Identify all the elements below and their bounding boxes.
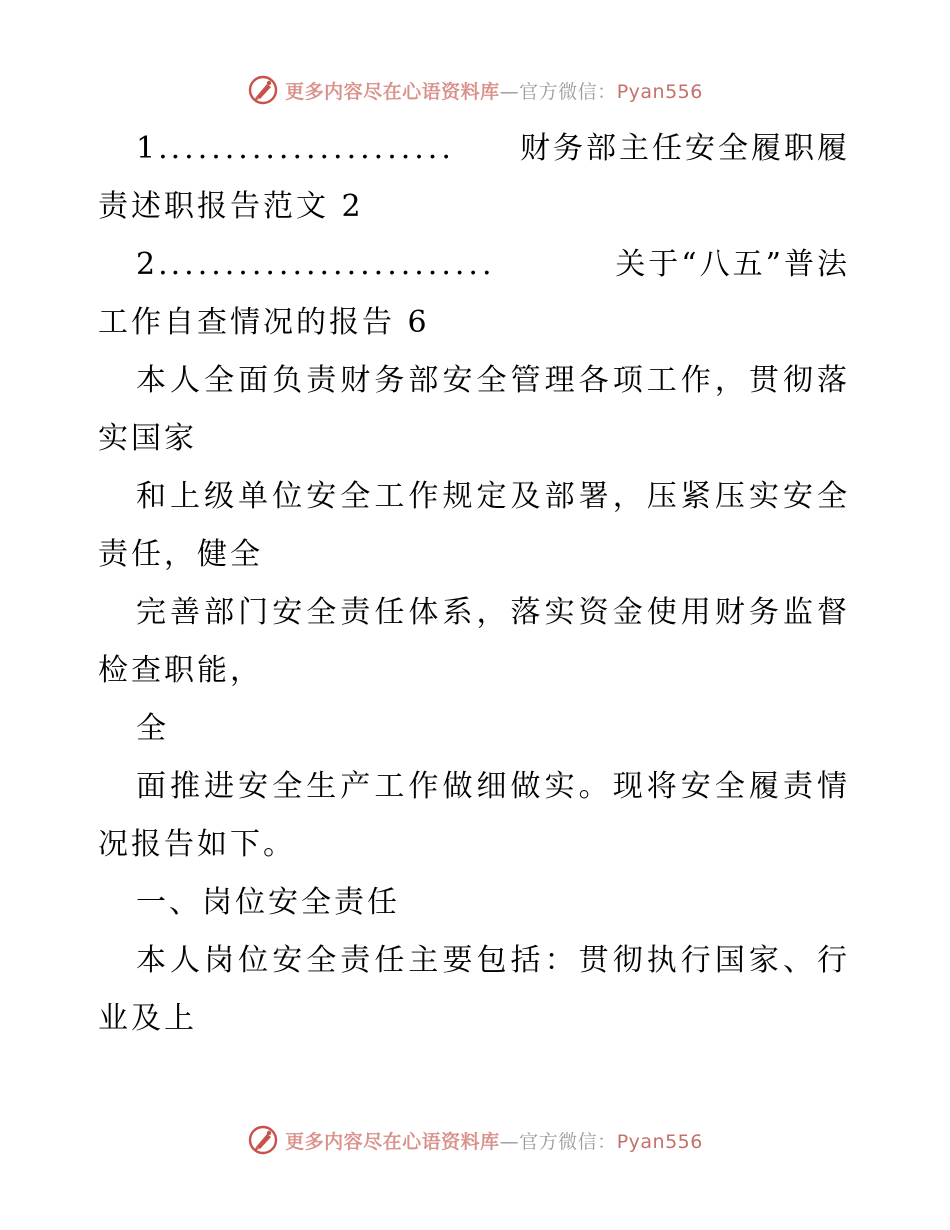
toc-entry-title: 关于“八五”普法: [615, 247, 850, 282]
banner-official-label: 官方微信：: [519, 1130, 617, 1153]
banner-brand: 更多内容尽在心语资料库: [285, 80, 500, 103]
banner-text: [285, 1127, 703, 1154]
paragraph: 本人岗位安全责任主要包括：贯彻执行国家、行业及上: [98, 943, 850, 1036]
paragraph: 完善部门安全责任体系，落实资金使用财务监督检查职能，: [98, 595, 850, 688]
toc-entry-number: 2.: [136, 247, 171, 282]
paragraph: 全: [136, 711, 169, 746]
paragraph: 本人全面负责财务部安全管理各项工作，贯彻落实国家: [98, 363, 850, 456]
toc-entry-1-continued: 责述职报告范文 2: [98, 189, 364, 224]
banner-wechat-id: Pyan556: [616, 1130, 703, 1153]
toc-entry-1[interactable]: [98, 120, 850, 178]
toc-entry-2[interactable]: [98, 236, 850, 294]
paragraph: 面推进安全生产工作做细做实。现将安全履责情况报告如下。: [98, 769, 850, 862]
footer-banner: [0, 1122, 950, 1158]
banner-separator: —: [499, 1130, 520, 1153]
header-banner: [0, 72, 950, 108]
paragraph: 和上级单位安全工作规定及部署，压紧压实安全责任，健全: [98, 479, 850, 572]
document-body: [98, 120, 850, 1048]
pen-nib-circle-icon: [247, 1124, 279, 1156]
pen-nib-circle-icon: [247, 74, 279, 106]
banner-official-label: 官方微信：: [519, 80, 617, 103]
banner-wechat-id: Pyan556: [616, 80, 703, 103]
banner-text: [285, 77, 703, 104]
banner-separator: —: [499, 80, 520, 103]
section-heading: 一、岗位安全责任: [136, 885, 400, 920]
toc-entry-dots: .....................: [170, 131, 455, 166]
toc-entry-number: 1.: [136, 131, 171, 166]
toc-entry-dots: ........................: [170, 247, 496, 282]
footer-banner-inner: [247, 1124, 703, 1156]
toc-entry-2-continued: 工作自查情况的报告 6: [98, 305, 430, 340]
table-of-contents: [98, 120, 850, 352]
header-banner-inner: [247, 74, 703, 106]
toc-entry-title: 财务部主任安全履职履: [520, 131, 850, 166]
banner-brand: 更多内容尽在心语资料库: [285, 1130, 500, 1153]
